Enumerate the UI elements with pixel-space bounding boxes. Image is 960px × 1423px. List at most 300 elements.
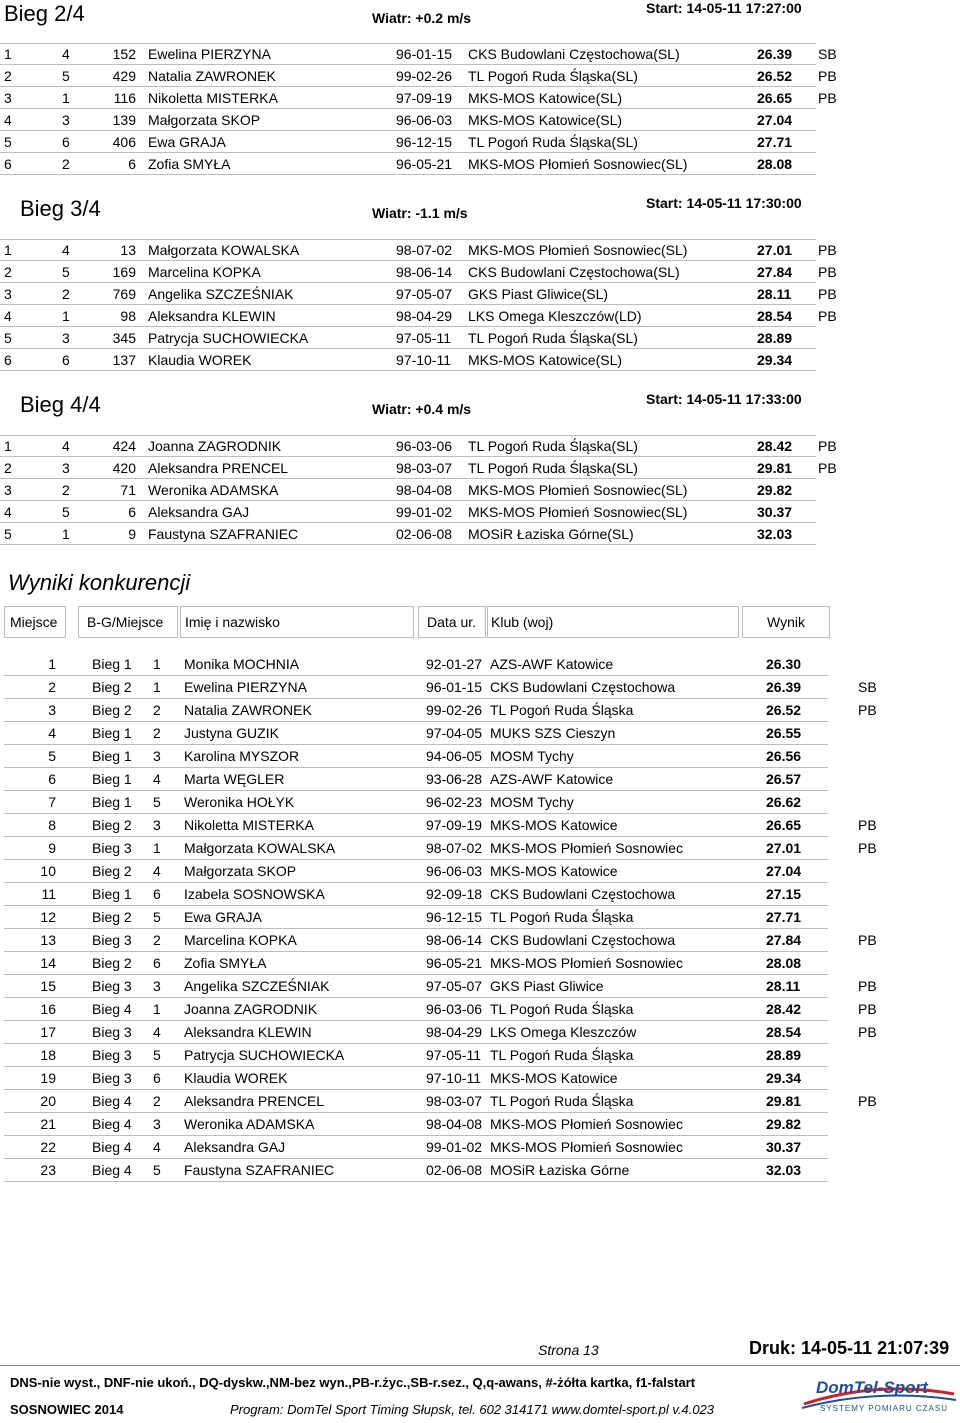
results-header-miejsce: Miejsce [4, 606, 66, 638]
heat-athlete-name: Małgorzata SKOP [148, 112, 261, 128]
heat-club: TL Pogoń Ruda Śląska(SL) [468, 330, 638, 346]
heat-result: 26.65 [757, 90, 793, 106]
result-row [0, 1044, 960, 1067]
result-athlete-name: Faustyna SZAFRANIEC [184, 1162, 335, 1178]
heat-place: 1 [4, 46, 12, 62]
result-club: MKS-MOS Płomień Sosnowiec [490, 955, 683, 971]
result-record: PB [858, 1001, 877, 1017]
heat-lane: 6 [62, 134, 70, 150]
heat-athlete-name: Aleksandra KLEWIN [148, 308, 276, 324]
result-place: 11 [41, 886, 56, 902]
program-text: Program: DomTel Sport Timing Słupsk, tel. 602 314171 www.domtel-sport.pl v.4.023 [230, 1402, 715, 1417]
heat-result: 26.39 [757, 46, 793, 62]
heat-start: Start: 14-05-11 17:27:00 [646, 0, 802, 16]
heat-place: 4 [4, 112, 12, 128]
result-heat-place: 6 [153, 1070, 161, 1086]
heat-lane: 5 [62, 264, 70, 280]
result-row [0, 1136, 960, 1159]
result-row [0, 676, 960, 699]
result-heat: Bieg 1 [92, 656, 132, 672]
result-birth-date: 92-09-18 [426, 886, 483, 902]
heat-lane: 2 [62, 156, 70, 172]
result-birth-date: 92-01-27 [426, 656, 483, 672]
result-athlete-name: Ewelina PIERZYNA [184, 679, 307, 695]
heat-lane: 1 [62, 526, 70, 542]
heat-start: Start: 14-05-11 17:33:00 [646, 391, 802, 407]
result-place: 2 [48, 679, 56, 695]
heat-bib: 169 [112, 264, 136, 280]
result-heat: Bieg 2 [92, 863, 132, 879]
result-place: 6 [48, 771, 56, 787]
heat-title: Bieg 3/4 [20, 196, 101, 221]
result-place: 9 [48, 840, 56, 856]
heat-club: MKS-MOS Płomień Sosnowiec(SL) [468, 242, 688, 258]
result-time: 26.39 [766, 679, 802, 695]
result-athlete-name: Aleksandra PRENCEL [184, 1093, 325, 1109]
heat-bib: 345 [112, 330, 136, 346]
heat-club: TL Pogoń Ruda Śląska(SL) [468, 134, 638, 150]
heat-birth-date: 97-10-11 [396, 352, 452, 368]
result-row [0, 929, 960, 952]
result-record: PB [858, 978, 877, 994]
heat-lane: 2 [62, 286, 70, 302]
heat-record: PB [818, 308, 837, 324]
result-time: 26.57 [766, 771, 802, 787]
heat-athlete-name: Klaudia WOREK [148, 352, 252, 368]
heat-lane: 3 [62, 330, 70, 346]
heat-row [0, 523, 960, 545]
result-heat: Bieg 1 [92, 725, 132, 741]
result-time: 27.01 [766, 840, 802, 856]
heat-place: 2 [4, 264, 12, 280]
result-athlete-name: Justyna GUZIK [184, 725, 279, 741]
result-heat: Bieg 1 [92, 771, 132, 787]
result-club: AZS-AWF Katowice [490, 771, 614, 787]
result-row [0, 860, 960, 883]
heat-row [0, 327, 960, 349]
heat-club: MKS-MOS Katowice(SL) [468, 112, 623, 128]
result-time: 27.04 [766, 863, 802, 879]
heat-athlete-name: Patrycja SUCHOWIECKA [148, 330, 309, 346]
result-club: MKS-MOS Katowice [490, 817, 618, 833]
result-heat: Bieg 4 [92, 1116, 132, 1132]
heat-bib: 420 [112, 460, 136, 476]
result-place: 14 [40, 955, 56, 971]
heat-lane: 4 [62, 438, 70, 454]
heat-birth-date: 99-02-26 [396, 68, 453, 84]
result-place: 1 [48, 656, 56, 672]
heat-result: 28.54 [757, 308, 793, 324]
result-athlete-name: Weronika ADAMSKA [184, 1116, 315, 1132]
heat-athlete-name: Marcelina KOPKA [148, 264, 261, 280]
heat-birth-date: 98-04-08 [396, 482, 453, 498]
result-time: 27.71 [766, 909, 802, 925]
result-birth-date: 96-03-06 [426, 1001, 483, 1017]
result-record: PB [858, 817, 877, 833]
heat-result: 26.52 [757, 68, 793, 84]
heat-row [0, 261, 960, 283]
result-birth-date: 97-05-11 [426, 1047, 482, 1063]
heat-athlete-name: Weronika ADAMSKA [148, 482, 279, 498]
heat-bib: 137 [112, 352, 136, 368]
heat-birth-date: 96-05-21 [396, 156, 453, 172]
result-athlete-name: Monika MOCHNIA [184, 656, 300, 672]
heat-lane: 5 [62, 68, 70, 84]
result-heat-place: 1 [153, 656, 161, 672]
result-birth-date: 02-06-08 [426, 1162, 483, 1178]
heat-result: 27.71 [757, 134, 793, 150]
heat-record: PB [818, 438, 837, 454]
result-row [0, 1090, 960, 1113]
result-heat-place: 6 [153, 955, 161, 971]
result-time: 29.81 [766, 1093, 802, 1109]
result-club: TL Pogoń Ruda Śląska [490, 1001, 634, 1017]
result-birth-date: 99-01-02 [426, 1139, 483, 1155]
heat-club: MKS-MOS Płomień Sosnowiec(SL) [468, 504, 688, 520]
heat-bib: 769 [112, 286, 136, 302]
heat-bib: 152 [112, 46, 136, 62]
result-heat-place: 3 [153, 978, 161, 994]
result-record: PB [858, 702, 877, 718]
heat-bib: 424 [112, 438, 136, 454]
result-birth-date: 99-02-26 [426, 702, 483, 718]
heat-athlete-name: Aleksandra GAJ [148, 504, 250, 520]
result-heat-place: 1 [153, 679, 161, 695]
heat-club: TL Pogoń Ruda Śląska(SL) [468, 438, 638, 454]
heat-athlete-name: Natalia ZAWRONEK [148, 68, 276, 84]
result-club: TL Pogoń Ruda Śląska [490, 702, 634, 718]
result-row [0, 653, 960, 676]
result-time: 28.54 [766, 1024, 802, 1040]
result-place: 17 [40, 1024, 56, 1040]
result-time: 32.03 [766, 1162, 802, 1178]
result-athlete-name: Weronika HOŁYK [184, 794, 295, 810]
heat-row [0, 479, 960, 501]
heat-result: 32.03 [757, 526, 793, 542]
heat-club: MOSiR Łaziska Górne(SL) [468, 526, 634, 542]
result-time: 26.65 [766, 817, 802, 833]
heat-birth-date: 98-04-29 [396, 308, 453, 324]
result-place: 8 [48, 817, 56, 833]
result-row [0, 883, 960, 906]
result-athlete-name: Joanna ZAGRODNIK [184, 1001, 318, 1017]
result-club: CKS Budowlani Częstochowa [490, 679, 676, 695]
heat-row [0, 131, 960, 153]
heat-birth-date: 98-06-14 [396, 264, 453, 280]
result-birth-date: 96-02-23 [426, 794, 483, 810]
result-place: 16 [40, 1001, 56, 1017]
heat-birth-date: 96-06-03 [396, 112, 453, 128]
heat-club: CKS Budowlani Częstochowa(SL) [468, 46, 680, 62]
result-club: LKS Omega Kleszczów [490, 1024, 637, 1040]
result-athlete-name: Patrycja SUCHOWIECKA [184, 1047, 345, 1063]
heat-wind: Wiatr: -1.1 m/s [372, 205, 468, 221]
result-athlete-name: Marcelina KOPKA [184, 932, 297, 948]
result-birth-date: 93-06-28 [426, 771, 483, 787]
result-club: MKS-MOS Katowice [490, 1070, 618, 1086]
heat-club: MKS-MOS Płomień Sosnowiec(SL) [468, 482, 688, 498]
result-time: 29.34 [766, 1070, 802, 1086]
heat-club: LKS Omega Kleszczów(LD) [468, 308, 642, 324]
result-time: 29.82 [766, 1116, 802, 1132]
result-row [0, 952, 960, 975]
heat-place: 3 [4, 286, 12, 302]
heat-lane: 5 [62, 504, 70, 520]
heat-row [0, 87, 960, 109]
result-athlete-name: Ewa GRAJA [184, 909, 262, 925]
heat-record: PB [818, 460, 837, 476]
heat-row [0, 153, 960, 175]
result-time: 27.15 [766, 886, 802, 902]
result-row [0, 722, 960, 745]
heat-row [0, 305, 960, 327]
heat-place: 2 [4, 460, 12, 476]
result-club: MOSM Tychy [490, 794, 574, 810]
result-birth-date: 96-06-03 [426, 863, 483, 879]
result-athlete-name: Zofia SMYŁA [184, 955, 267, 971]
heat-bib: 9 [128, 526, 136, 542]
result-place: 13 [40, 932, 56, 948]
result-place: 21 [40, 1116, 56, 1132]
result-birth-date: 98-04-08 [426, 1116, 483, 1132]
result-club: TL Pogoń Ruda Śląska [490, 909, 634, 925]
result-birth-date: 96-12-15 [426, 909, 483, 925]
result-place: 10 [40, 863, 56, 879]
heat-record: PB [818, 242, 837, 258]
result-heat-place: 5 [153, 794, 161, 810]
heat-result: 29.81 [757, 460, 793, 476]
result-place: 4 [48, 725, 56, 741]
result-club: MOSM Tychy [490, 748, 574, 764]
result-heat: Bieg 3 [92, 1070, 132, 1086]
heat-bib: 429 [112, 68, 136, 84]
result-time: 26.62 [766, 794, 802, 810]
result-heat: Bieg 1 [92, 886, 132, 902]
heat-club: CKS Budowlani Częstochowa(SL) [468, 264, 680, 280]
heat-birth-date: 97-05-07 [396, 286, 453, 302]
result-place: 23 [40, 1162, 56, 1178]
heat-result: 29.82 [757, 482, 793, 498]
heat-birth-date: 96-03-06 [396, 438, 453, 454]
heat-athlete-name: Ewa GRAJA [148, 134, 226, 150]
heat-result: 27.84 [757, 264, 793, 280]
result-club: GKS Piast Gliwice [490, 978, 604, 994]
heat-lane: 1 [62, 308, 70, 324]
heat-athlete-name: Faustyna SZAFRANIEC [148, 526, 299, 542]
heat-result: 28.89 [757, 330, 793, 346]
result-heat-place: 1 [153, 840, 161, 856]
heat-title: Bieg 4/4 [20, 392, 101, 417]
heat-place: 5 [4, 134, 12, 150]
heat-lane: 3 [62, 112, 70, 128]
result-time: 27.84 [766, 932, 802, 948]
result-time: 26.56 [766, 748, 802, 764]
heat-club: MKS-MOS Płomień Sosnowiec(SL) [468, 156, 688, 172]
result-athlete-name: Nikoletta MISTERKA [184, 817, 314, 833]
result-heat: Bieg 3 [92, 978, 132, 994]
result-time: 26.52 [766, 702, 802, 718]
result-row [0, 1113, 960, 1136]
result-place: 12 [40, 909, 56, 925]
heat-result: 30.37 [757, 504, 793, 520]
result-row [0, 768, 960, 791]
heat-athlete-name: Zofia SMYŁA [148, 156, 231, 172]
heat-athlete-name: Aleksandra PRENCEL [148, 460, 289, 476]
heat-place: 4 [4, 308, 12, 324]
heat-row [0, 109, 960, 131]
results-header-club: Klub (woj) [487, 606, 739, 638]
result-heat: Bieg 2 [92, 679, 132, 695]
heat-result: 29.34 [757, 352, 793, 368]
result-heat-place: 2 [153, 702, 161, 718]
result-birth-date: 97-09-19 [426, 817, 483, 833]
heat-place: 2 [4, 68, 12, 84]
result-place: 15 [40, 978, 56, 994]
result-athlete-name: Aleksandra KLEWIN [184, 1024, 312, 1040]
heat-start: Start: 14-05-11 17:30:00 [646, 195, 802, 211]
result-place: 19 [40, 1070, 56, 1086]
result-row [0, 1067, 960, 1090]
heat-place: 6 [4, 156, 12, 172]
heat-lane: 2 [62, 482, 70, 498]
heat-row [0, 43, 960, 65]
heat-lane: 4 [62, 242, 70, 258]
heat-place: 5 [4, 330, 12, 346]
heat-lane: 3 [62, 460, 70, 476]
heat-lane: 4 [62, 46, 70, 62]
result-heat: Bieg 4 [92, 1001, 132, 1017]
result-birth-date: 94-06-05 [426, 748, 483, 764]
result-row [0, 814, 960, 837]
heat-bib: 406 [112, 134, 136, 150]
heat-birth-date: 96-12-15 [396, 134, 453, 150]
heat-place: 5 [4, 526, 12, 542]
result-heat-place: 3 [153, 1116, 161, 1132]
legend-text: DNS-nie wyst., DNF-nie ukoń., DQ-dyskw.,NM-bez wyn.,PB-r.życ.,SB-r.sez., Q,q-awans, #-żółta kartka, f1-falstart [10, 1375, 696, 1390]
heat-result: 27.04 [757, 112, 793, 128]
result-heat: Bieg 1 [92, 748, 132, 764]
result-row [0, 699, 960, 722]
result-heat: Bieg 3 [92, 1024, 132, 1040]
heat-club: TL Pogoń Ruda Śląska(SL) [468, 460, 638, 476]
result-birth-date: 97-05-07 [426, 978, 483, 994]
heat-result: 28.42 [757, 438, 793, 454]
heat-result: 28.11 [757, 286, 792, 302]
result-heat-place: 2 [153, 725, 161, 741]
result-heat: Bieg 4 [92, 1093, 132, 1109]
result-birth-date: 96-05-21 [426, 955, 483, 971]
heat-wind: Wiatr: +0.2 m/s [372, 10, 472, 26]
result-birth-date: 97-10-11 [426, 1070, 482, 1086]
heat-wind: Wiatr: +0.4 m/s [372, 401, 472, 417]
result-heat: Bieg 2 [92, 817, 132, 833]
heat-bib: 116 [113, 90, 136, 106]
result-athlete-name: Angelika SZCZEŚNIAK [184, 978, 330, 994]
heat-birth-date: 02-06-08 [396, 526, 453, 542]
heat-birth-date: 97-09-19 [396, 90, 453, 106]
result-heat: Bieg 3 [92, 1047, 132, 1063]
heat-birth-date: 96-01-15 [396, 46, 453, 62]
heat-place: 3 [4, 90, 12, 106]
heat-record: PB [818, 264, 837, 280]
result-birth-date: 98-04-29 [426, 1024, 483, 1040]
heat-row [0, 283, 960, 305]
result-heat: Bieg 3 [92, 840, 132, 856]
result-birth-date: 96-01-15 [426, 679, 483, 695]
result-row [0, 906, 960, 929]
heat-athlete-name: Małgorzata KOWALSKA [148, 242, 300, 258]
result-heat: Bieg 2 [92, 955, 132, 971]
result-row [0, 837, 960, 860]
heat-row [0, 435, 960, 457]
result-heat-place: 5 [153, 909, 161, 925]
result-time: 26.55 [766, 725, 802, 741]
result-athlete-name: Marta WĘGLER [184, 771, 285, 787]
result-club: TL Pogoń Ruda Śląska [490, 1093, 634, 1109]
result-club: MKS-MOS Płomień Sosnowiec [490, 1139, 683, 1155]
heat-row [0, 349, 960, 371]
results-title: Wyniki konkurencji [8, 570, 191, 595]
result-athlete-name: Karolina MYSZOR [184, 748, 300, 764]
heat-place: 4 [4, 504, 12, 520]
heat-result: 27.01 [757, 242, 793, 258]
result-club: MKS-MOS Płomień Sosnowiec [490, 840, 683, 856]
result-record: PB [858, 840, 877, 856]
result-heat: Bieg 2 [92, 702, 132, 718]
heat-bib: 6 [128, 504, 136, 520]
heat-birth-date: 98-03-07 [396, 460, 453, 476]
page-number: Strona 13 [538, 1342, 599, 1358]
heat-title: Bieg 2/4 [4, 1, 85, 26]
heat-birth-date: 98-07-02 [396, 242, 453, 258]
results-header-result: Wynik [742, 606, 830, 638]
result-birth-date: 98-06-14 [426, 932, 483, 948]
result-club: MKS-MOS Płomień Sosnowiec [490, 1116, 683, 1132]
result-club: MKS-MOS Katowice [490, 863, 618, 879]
result-heat: Bieg 2 [92, 909, 132, 925]
result-club: AZS-AWF Katowice [490, 656, 614, 672]
results-header-heat: B-G/Miejsce [78, 606, 178, 638]
result-club: TL Pogoń Ruda Śląska [490, 1047, 634, 1063]
result-time: 28.42 [766, 1001, 802, 1017]
heat-bib: 139 [112, 112, 136, 128]
heat-club: GKS Piast Gliwice(SL) [468, 286, 609, 302]
heat-athlete-name: Joanna ZAGRODNIK [148, 438, 282, 454]
heat-bib: 6 [128, 156, 136, 172]
result-time: 28.08 [766, 955, 802, 971]
results-header-dob: Data ur. [418, 606, 486, 638]
result-time: 30.37 [766, 1139, 802, 1155]
result-place: 3 [48, 702, 56, 718]
result-time: 28.11 [766, 978, 801, 994]
result-heat: Bieg 1 [92, 794, 132, 810]
result-heat-place: 4 [153, 1139, 161, 1155]
result-time: 28.89 [766, 1047, 802, 1063]
result-record: PB [858, 1093, 877, 1109]
result-record: PB [858, 932, 877, 948]
result-heat: Bieg 4 [92, 1162, 132, 1178]
result-athlete-name: Natalia ZAWRONEK [184, 702, 312, 718]
result-place: 20 [40, 1093, 56, 1109]
result-athlete-name: Klaudia WOREK [184, 1070, 288, 1086]
result-place: 7 [48, 794, 56, 810]
result-club: CKS Budowlani Częstochowa [490, 932, 676, 948]
result-row [0, 1159, 960, 1182]
heat-place: 6 [4, 352, 12, 368]
heat-row [0, 65, 960, 87]
print-time: Druk: 14-05-11 21:07:39 [749, 1338, 950, 1358]
result-heat-place: 3 [153, 748, 161, 764]
